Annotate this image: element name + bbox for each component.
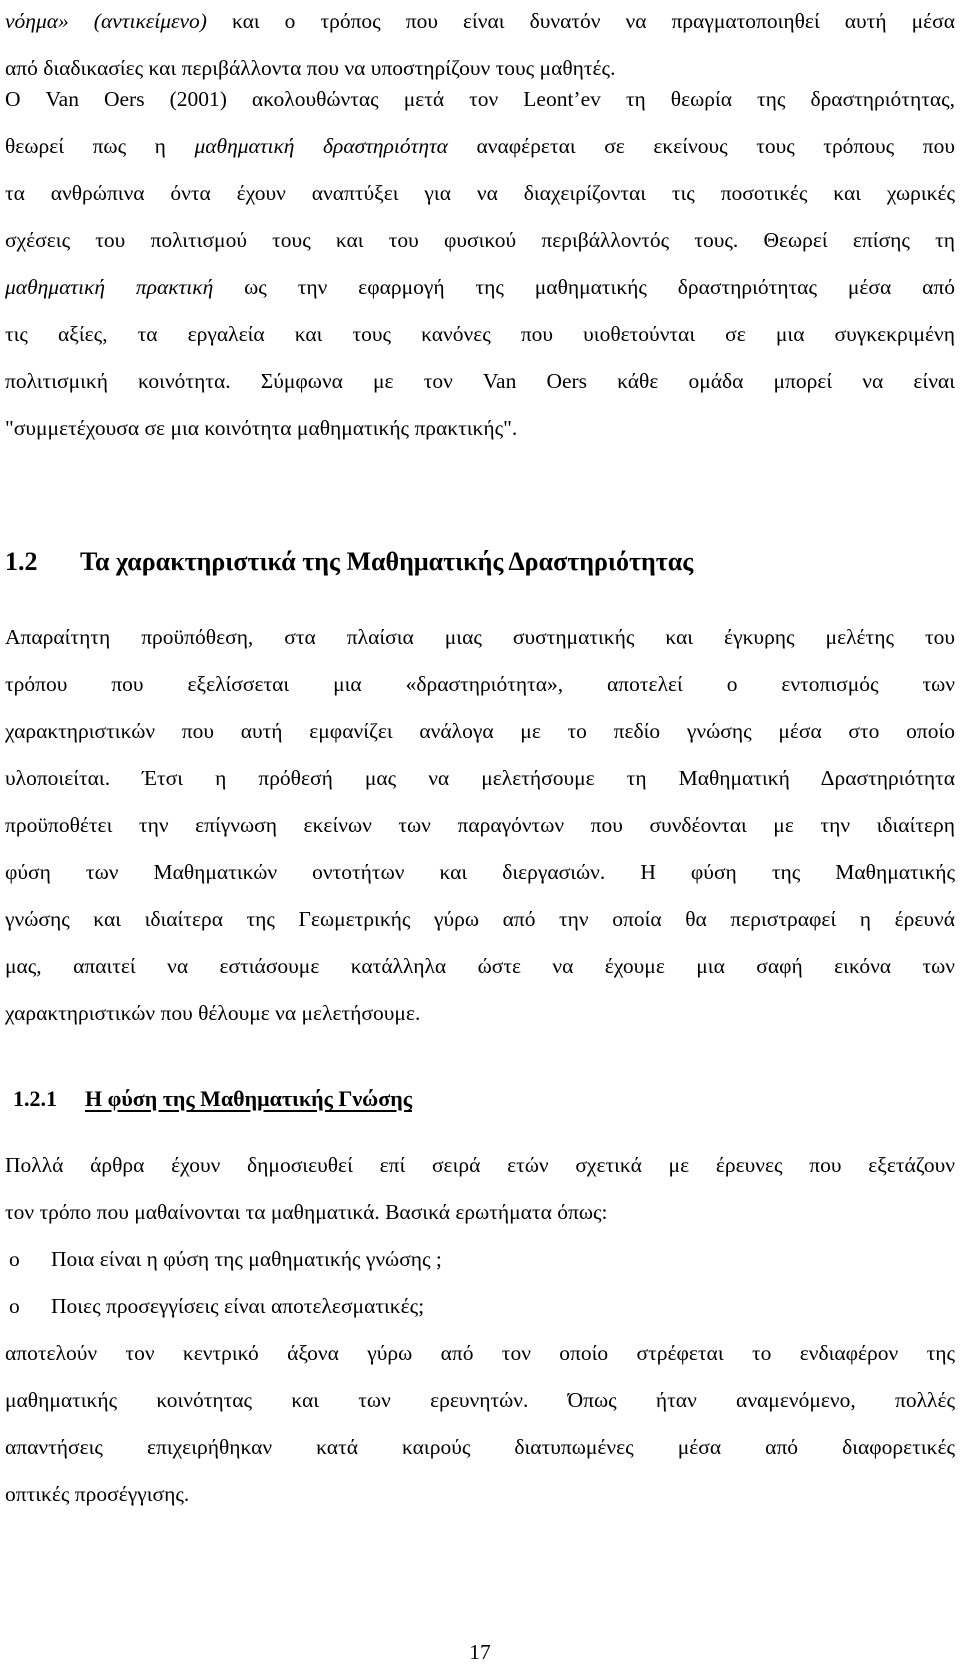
text-line: "συμμετέχουσα σε μια κοινότητα μαθηματικής πρακτικής".: [5, 416, 518, 440]
text-line: αποτελούν τον κεντρικό άξονα γύρω από τον οποίο στρέφεται το ενδιαφέρον της: [5, 1341, 955, 1365]
paragraph-van-oers: [5, 76, 955, 452]
text-line: προϋποθέτει την επίγνωση εκείνων των παραγόντων που συνδέονται με την ιδιαίτερη: [5, 813, 955, 837]
text-line: [5, 123, 955, 170]
text-line: οπτικές προσέγγισης.: [5, 1482, 190, 1506]
text-line: υλοποιείται. Έτσι η πρόθεσή μας να μελετήσουμε τη Μαθηματική Δραστηριότητα: [5, 766, 955, 790]
bullet-marker: o: [9, 1294, 20, 1318]
text-line: [5, 264, 955, 311]
section-heading-1-2-1: [13, 1079, 412, 1119]
text-line: τις αξίες, τα εργαλεία και τους κανόνες που υιοθετούνται σε μια συγκεκριμένη: [5, 322, 955, 346]
text-span: και ο τρόπος που είναι δυνατόν να πραγματοποιηθεί αυτή μέσα: [206, 9, 955, 33]
text-line: τρόπου που εξελίσσεται μια «δραστηριότητα», αποτελεί ο εντοπισμός των: [5, 672, 955, 696]
text-line: σχέσεις του πολιτισμού τους και του φυσικού περιβάλλοντός τους. Θεωρεί επίσης τη: [5, 228, 955, 252]
section-title: Η φύση της Μαθηματικής Γνώσης: [85, 1086, 413, 1111]
text-span: αναφέρεται σε εκείνους τους τρόπους που: [447, 134, 955, 158]
paragraph-articles: [5, 1142, 955, 1236]
paragraph-questions: [5, 1330, 955, 1518]
italic-text: μαθηματική δραστηριότητα: [194, 134, 448, 158]
text-line: Απαραίτητη προϋπόθεση, στα πλαίσια μιας συστηματικής και έγκυρης μελέτης του: [5, 625, 955, 649]
text-span: ως την εφαρμογή της μαθηματικής δραστηριότητας μέσα από: [213, 275, 955, 299]
text-line: πολιτισμική κοινότητα. Σύμφωνα με τον Van Oers κάθε ομάδα μπορεί να είναι: [5, 369, 955, 393]
italic-text: μαθηματική πρακτική: [5, 275, 214, 299]
text-line: μας, απαιτεί να εστιάσουμε κατάλληλα ώστε να έχουμε μια σαφή εικόνα των: [5, 954, 955, 978]
text-line: τον τρόπο που μαθαίνονται τα μαθηματικά. Βασικά ερωτήματα όπως:: [5, 1200, 608, 1224]
section-number: 1.2.1: [13, 1086, 57, 1111]
text-line: Ο Van Oers (2001) ακολουθώντας μετά τον Leont’ev τη θεωρία της δραστηριότητας,: [5, 87, 955, 111]
list-item: [5, 1236, 442, 1283]
text-line: από διαδικασίες και περιβάλλοντα που να υποστηρίζουν τους μαθητές.: [5, 56, 616, 80]
section-title: Τα χαρακτηριστικά της Μαθηματικής Δραστηριότητας: [80, 547, 694, 576]
bullet-marker: o: [9, 1247, 20, 1271]
text-line: χαρακτηριστικών που αυτή εμφανίζει ανάλογα με το πεδίο γνώσης μέσα στο οποίο: [5, 719, 955, 743]
page-number: 17: [469, 1640, 491, 1664]
text-line: τα ανθρώπινα όντα έχουν αναπτύξει για να διαχειρίζονται τις ποσοτικές και χωρικές: [5, 181, 955, 205]
text-line: φύση των Μαθηματικών οντοτήτων και διεργασιών. Η φύση της Μαθηματικής: [5, 860, 955, 884]
italic-text: νόημα» (αντικείμενο): [5, 9, 207, 33]
text-line: χαρακτηριστικών που θέλουμε να μελετήσουμε.: [5, 1001, 421, 1025]
list-item-text: Ποιες προσεγγίσεις είναι αποτελεσματικές;: [51, 1294, 425, 1318]
text-line: απαντήσεις επιχειρήθηκαν κατά καιρούς διατυπωμένες μέσα από διαφορετικές: [5, 1435, 955, 1459]
list-item-text: Ποια είναι η φύση της μαθηματικής γνώσης ;: [51, 1247, 442, 1271]
text-line: γνώσης και ιδιαίτερα της Γεωμετρικής γύρω από την οποία θα περιστραφεί η έρευνά: [5, 907, 955, 931]
list-item: [5, 1283, 424, 1330]
text-span: θεωρεί πως η: [5, 134, 195, 158]
paragraph-characteristics: [5, 614, 955, 1037]
text-line: Πολλά άρθρα έχουν δημοσιευθεί επί σειρά ετών σχετικά με έρευνες που εξετάζουν: [5, 1153, 955, 1177]
section-number: 1.2: [5, 547, 38, 576]
text-line: [5, 0, 955, 45]
section-heading-1-2: [5, 542, 693, 582]
text-line: μαθηματικής κοινότητας και των ερευνητών. Όπως ήταν αναμενόμενο, πολλές: [5, 1388, 955, 1412]
